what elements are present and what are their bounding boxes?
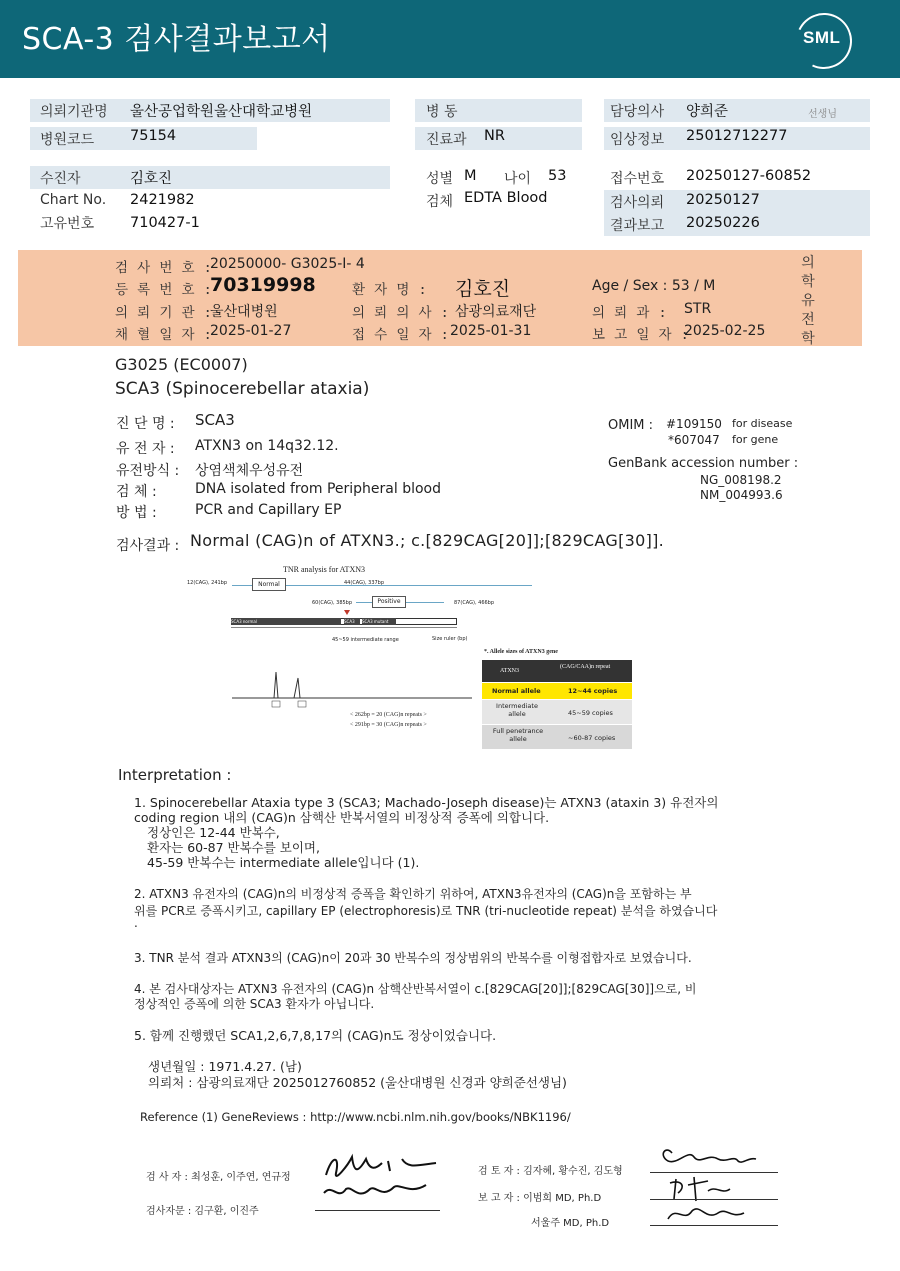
omim-disease-note: for disease	[732, 417, 793, 430]
result-value: Normal (CAG)n of ATXN3.; c.[829CAG[20]];[829CAG[30]].	[190, 531, 665, 550]
signature-stroke	[663, 1150, 756, 1162]
reporter-sig-line	[650, 1199, 778, 1200]
vertical-char: 전	[801, 312, 815, 328]
pos-high: 87(CAG), 466bp	[454, 600, 495, 606]
hospital-code-label: 병원코드	[40, 132, 95, 148]
inheritance-value: 상염색체우성유전	[195, 463, 304, 479]
interpretation-title: Interpretation :	[118, 766, 232, 784]
signature-stroke	[668, 1209, 744, 1219]
receive-value: 2025-01-31	[450, 323, 532, 339]
signature-stroke	[670, 1177, 730, 1201]
test-name: SCA3 (Spinocerebellar ataxia)	[115, 379, 370, 399]
req-doctor-label: 의 뢰 의 사 :	[352, 305, 450, 321]
report-label: 결과보고	[610, 218, 665, 234]
reporter2: 서울주 MD, Ph.D	[531, 1218, 610, 1229]
reg-no-value: 70319998	[210, 274, 316, 296]
chart-label: Chart No.	[40, 192, 107, 208]
electropherogram	[232, 668, 472, 713]
collect-value: 2025-01-27	[210, 323, 292, 339]
specimen-value: EDTA Blood	[464, 190, 548, 206]
clinical-label: 임상정보	[610, 132, 665, 148]
bar-mutant: SCA3 mutant	[362, 618, 396, 625]
omim-label: OMIM :	[608, 418, 654, 433]
interp-line: 2. ATXN3 유전자의 (CAG)n의 비정상적 증폭을 확인하기 위하여, ATXN3유전자의 (CAG)n을 포함하는 부	[134, 887, 692, 901]
request-value: 20250127	[686, 192, 760, 208]
specimen-label: 검체	[426, 194, 454, 210]
row-int-range: 45~59 copies	[568, 709, 613, 717]
genbank-2: NM_004993.6	[700, 488, 783, 502]
figure-title: TNR analysis for ATXN3	[283, 565, 365, 574]
reference: Reference (1) GeneReviews : http://www.ncbi.nlm.nih.gov/books/NBK1196/	[140, 1110, 571, 1124]
doctor-suffix: 선생님	[808, 109, 837, 120]
table-head-1: ATXN3	[500, 668, 519, 674]
ruler-line	[231, 627, 457, 628]
interp-line: 정상인은 12-44 반복수,	[147, 825, 280, 840]
vertical-char: 유	[801, 293, 815, 309]
clinical-value: 25012712277	[686, 128, 788, 144]
gene-label: 유 전 자 :	[116, 441, 175, 457]
peak-note-1: < 262bp = 20 (CAG)n repeats >	[350, 712, 427, 718]
table-head-2: (CAG/CAA)n repeat	[560, 664, 611, 670]
row-normal-range: 12~44 copies	[568, 687, 618, 695]
marker-icon	[344, 610, 350, 615]
patient-value: 김호진	[130, 171, 173, 187]
bar-normal: SCA3 normal	[231, 618, 341, 625]
band-report-label: 보 고 일 자 :	[592, 327, 690, 343]
interp-line: 정상적인 증폭에 의한 SCA3 환자가 아닙니다.	[134, 997, 375, 1011]
age-sex-label: Age / Sex : 53 / M	[592, 278, 716, 294]
vertical-char: 의	[801, 255, 815, 271]
req-doctor-value: 삼광의료재단	[455, 304, 537, 320]
interp-line: 생년월일 : 1971.4.27. (남)	[148, 1059, 302, 1074]
bar-intermediate: SCA3	[344, 618, 360, 625]
specimen-method-value: DNA isolated from Peripheral blood	[195, 481, 442, 497]
interp-line: 의뢰처 : 삼광의료재단 2025012760852 (울산대병원 신경과 양희준선생님)	[148, 1075, 567, 1090]
row-full-range: ~60-87 copies	[568, 734, 616, 742]
hospital-code-value: 75154	[130, 128, 177, 144]
vertical-dept	[800, 254, 816, 349]
sex-value: M	[464, 168, 477, 184]
advisor: 검사자문 : 김구환, 이진주	[146, 1206, 259, 1217]
doctor-label: 담당의사	[610, 104, 665, 120]
reviewer-sig-line	[650, 1172, 778, 1173]
method-label: 방 법 :	[116, 505, 157, 521]
doctor-value: 양희준	[686, 104, 729, 120]
collect-label: 채 혈 일 자 :	[115, 327, 213, 343]
patient-box	[30, 166, 390, 189]
omim-gene: *607047	[668, 433, 720, 447]
dept-value: NR	[484, 128, 505, 144]
unique-value: 710427-1	[130, 215, 200, 231]
row-int-name: Intermediate allele	[496, 702, 538, 718]
ward-label: 병 동	[426, 104, 458, 120]
interp-line: 4. 본 검사대상자는 ATXN3 유전자의 (CAG)n 삼핵산반복서열이 c.[829CAG[20]];[829CAG[30]]으로, 비	[134, 982, 697, 996]
inst-label: 의 뢰 기 관 :	[115, 305, 213, 321]
receipt-label: 접수번호	[610, 171, 665, 187]
reviewer-signatures	[648, 1135, 788, 1230]
patient-label: 수진자	[40, 171, 81, 187]
interp-line: 5. 함께 진행했던 SCA1,2,6,7,8,17의 (CAG)n도 정상이었습니다.	[134, 1028, 497, 1043]
interp-line: 45-59 반복수는 intermediate allele입니다 (1).	[147, 855, 420, 870]
tester: 검 사 자 : 최성훈, 이주연, 연규정	[146, 1172, 291, 1183]
signature-stroke	[324, 1157, 436, 1194]
dept-label: 진료과	[426, 132, 467, 148]
receive-label: 접 수 일 자 :	[352, 327, 450, 343]
test-code: G3025 (EC0007)	[115, 355, 248, 374]
gene-value: ATXN3 on 14q32.12.	[195, 438, 339, 454]
request-label: 검사의뢰	[610, 195, 665, 211]
band-report-value: 2025-02-25	[684, 323, 766, 339]
age-value: 53	[548, 168, 567, 184]
inheritance-label: 유전방식 :	[116, 463, 180, 479]
positive-box: Positive	[372, 596, 406, 608]
patient-name-label: 환 자 명 :	[352, 282, 428, 298]
interp-line: 3. TNR 분석 결과 ATXN3의 (CAG)n이 20과 30 반복수의 정상범위의 반복수를 이형접합자로 보였습니다.	[134, 951, 692, 965]
sex-label: 성별	[426, 171, 454, 187]
receipt-value: 20250127-60852	[686, 168, 812, 184]
peaks	[270, 672, 300, 698]
genbank-label: GenBank accession number :	[608, 456, 799, 471]
reg-no-label: 등 록 번 호 :	[115, 282, 213, 298]
interp-line: 환자는 60-87 반복수를 보이며,	[147, 840, 320, 855]
result-label: 검사결과 :	[116, 538, 180, 554]
interp-line: coding region 내의 (CAG)n 삼핵산 반복서열의 비정상적 증폭에 의합니다.	[134, 810, 550, 825]
vertical-char: 학	[801, 331, 815, 347]
method-value: PCR and Capillary EP	[195, 502, 342, 518]
row-normal-name: Normal allele	[492, 687, 541, 695]
normal-box: Normal	[252, 578, 286, 591]
interp-line: .	[134, 916, 138, 930]
band-dept-label: 의 뢰 과 :	[592, 305, 668, 321]
peak-note-2: < 291bp = 30 (CAG)n repeats >	[350, 722, 427, 728]
genbank-1: NG_008198.2	[700, 473, 782, 487]
test-no-value: 20250000- G3025-I- 4	[210, 256, 365, 272]
normal-high: 44(CAG), 337bp	[344, 580, 385, 586]
vertical-char: 학	[801, 274, 815, 290]
reporter: 보 고 자 : 이범희 MD, Ph.D	[478, 1193, 602, 1204]
band-dept-value: STR	[684, 301, 712, 317]
test-no-label: 검 사 번 호 :	[115, 260, 213, 276]
diagnosis-value: SCA3	[195, 411, 235, 429]
chart-value: 2421982	[130, 192, 195, 208]
reviewer: 검 토 자 : 김자혜, 황수진, 김도형	[478, 1166, 623, 1177]
tester-sig-line	[315, 1210, 440, 1211]
tester-signature	[318, 1145, 448, 1215]
omim-gene-note: for gene	[732, 433, 779, 446]
peak-label-box	[272, 701, 280, 707]
report-value: 20250226	[686, 215, 760, 231]
interp-line: 위를 PCR로 증폭시키고, capillary EP (electrophoresis)로 TNR (tri-nucleotide repeat) 분석을 하였습니다	[134, 904, 718, 918]
row-full-name: Full penetrance allele	[492, 727, 544, 743]
sml-logo: SML	[803, 28, 841, 47]
age-label: 나이	[504, 171, 532, 187]
report-title: SCA-3 검사결과보고서	[22, 22, 331, 57]
normal-low: 12(CAG), 241bp	[187, 580, 228, 586]
patient-name-value: 김호진	[455, 278, 511, 300]
peak-label-box	[298, 701, 306, 707]
inst-value: 울산대병원	[210, 304, 278, 320]
reporter2-sig-line	[650, 1225, 778, 1226]
diagnosis-label: 진 단 명 :	[116, 416, 175, 432]
report-header	[0, 0, 900, 78]
omim-disease: #109150	[666, 417, 722, 431]
institution-value: 울산공업학원울산대학교병원	[130, 104, 313, 120]
institution-label: 의뢰기관명	[40, 104, 108, 120]
interp-line: 1. Spinocerebellar Ataxia type 3 (SCA3; Machado-Joseph disease)는 ATXN3 (ataxin 3) 유전자의	[134, 795, 719, 810]
intermediate-label: 45~59 intermediate range	[332, 637, 399, 643]
pos-low: 60(CAG), 385bp	[312, 600, 353, 606]
unique-label: 고유번호	[40, 216, 95, 232]
size-ruler-label: Size ruler (bp)	[432, 636, 468, 642]
specimen-method-label: 검 체 :	[116, 484, 157, 500]
table-title: *. Allele sizes of ATXN3 gene	[484, 649, 558, 655]
